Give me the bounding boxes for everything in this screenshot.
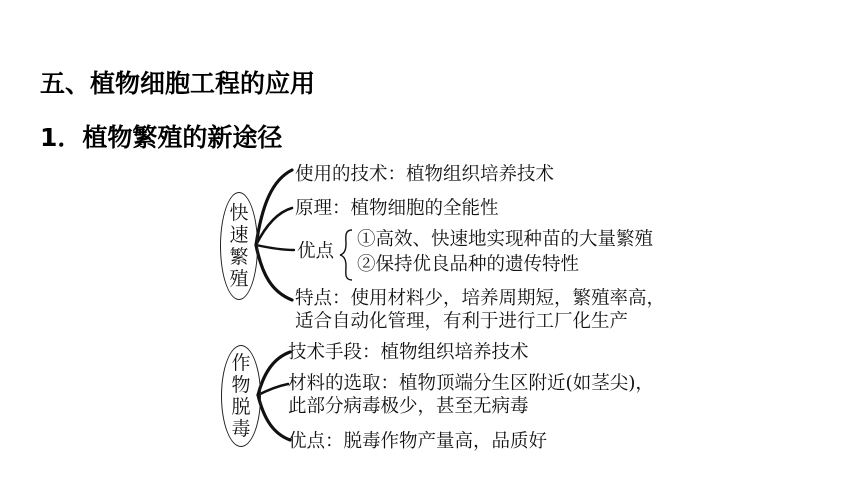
feature-line2: 适合自动化管理，有利于进行工厂化生产 <box>295 311 629 332</box>
technique-text: 技术手段：植物组织培养技术 <box>288 342 529 363</box>
section-heading: 五、植物细胞工程的应用 <box>40 69 316 98</box>
material-line1: 材料的选取：植物顶端分生区附近(如茎尖)， <box>288 373 654 394</box>
material-line2: 此部分病毒极少，甚至无病毒 <box>288 396 529 417</box>
advantage-b: ②保持优良品种的遗传特性 <box>357 254 580 275</box>
advantage-text: 优点：脱毒作物产量高，品质好 <box>288 431 548 452</box>
feature-line1: 特点：使用材料少，培养周期短，繁殖率高， <box>295 288 666 309</box>
advantage-a: ①高效、快速地实现种苗的大量繁殖 <box>357 229 654 250</box>
group-label: 作物脱毒 <box>231 352 251 440</box>
advantage-label: 优点 <box>297 241 335 262</box>
subsection-heading: 1．植物繁殖的新途径 <box>40 123 283 152</box>
group-label: 快速繁殖 <box>229 202 249 290</box>
technique-text: 使用的技术：植物组织培养技术 <box>295 164 555 185</box>
brace-icon <box>340 230 352 280</box>
principle-text: 原理：植物细胞的全能性 <box>295 198 499 219</box>
group-label-oval <box>220 192 258 300</box>
group-label-oval <box>221 345 261 447</box>
